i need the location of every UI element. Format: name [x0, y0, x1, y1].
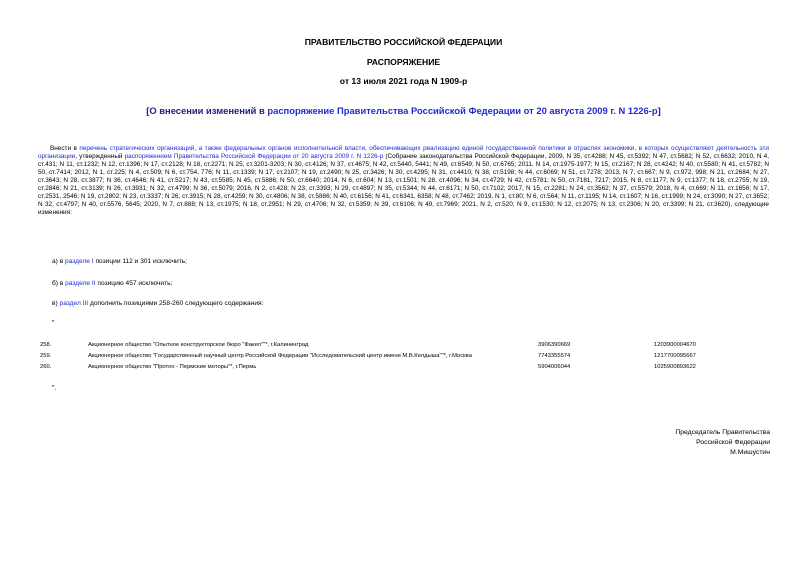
date-number-heading: от 13 июля 2021 года N 1909-р [339, 76, 468, 86]
doc-title [0, 105, 807, 116]
item-a-pre: а) в [52, 258, 66, 265]
intro-text-3: (Собрание законодательства Российской Федерации, 2009, N 35, ст.4288; N 45, ст.5392; N 47, ст.5682; N 52, ст.6632; 2010, N 4, ст.431; N 11, ст.1232; N 12, ст.1396; N 17, ст.2128; N 18, ст.2271; N 25, ст.3201-3203; N 30, ст.4126; N 37, ст.4675; N 42, ст.5440, 5441; N 49, ст.6549; N 50, ст.6765; 2011, N 14, ст.1975-1977; N 15, ст.2167; N 28, ст.4242; N 40, ст.5580; N 41, ст.5782; N 50, ст.7414; 2012, N 1, ст.225; N 4, ст.509; N 6, ст.754, 776; N 11, ст.1339; N 17, ст.2107; N 19, ст.2490; N 25, ст.3426; N 30, ст.4295; N 31, ст.4410; N 38, ст.5198; N 44, ст.6069; N 51, ст.7278; 2013, N 7, ст.667; N 9, ст.972, 998; N 21, ст.2684; N 27, ст.3643; N 28, ст.3877; N 36, ст.4646; N 41, ст.5217; N 43, ст.5585; N 45, ст.5886; N 50, ст.6640; 2014, N 6, ст.604; N 13, ст.1501; N 28, ст.4096; N 34, ст.4729; N 42, ст.5781; N 50, ст.7181, 7217; 2015, N 8, ст.1177; N 9, ст.1377; N 18, ст.2755; N 19, ст.2846; N 21, ст.3139; N 26, ст.3931; N 32, ст.4799; N 36, ст.5079; 2016, N 2, ст.428; N 23, ст.3393; N 29, ст.4897; N 35, ст.5344; N 44, ст.6171; N 50, ст.7102; 2017, N 15, ст.2281; N 24, ст.3562; N 37, ст.5579; 2018, N 4, ст.669; N 11, ст.1656; N 17, ст.2531, 2546; N 19, ст.2802; N 23, ст.3337; N 26, ст.3915; N 28, ст.4259; N 30, ст.4806; N 38, ст.5886; N 40, ст.6156; N 41, ст.6341, 6358; N 48, ст.7462; 2019, N 1, ст.80; N 6, ст.564; N 11, ст.1195; N 14, ст.1607; N 16, ст.1999; N 24, ст.3090; N 27, ст.3652; N 32, ст.4797; N 40, ст.5576, 5645; 2020, N 7, ст.888; N 13, ст.1975; N 18, ст.2951; N 29, ст.4706; N 32, ст.5359; N 39, ст.6106; N 49, ст.7969; 2021, N 2, ст.520; N 9, ст.1530; N 12, ст.2075; N 13, ст.2306; N 20, ст.3399; N 21, ст.3620), следующие изменения: [38, 153, 769, 217]
ogrn-cell: 1217700095667 [654, 353, 696, 359]
org-name: Акционерное общество "Государственный научный центр Российской Федерации "Исследовательский центр имени М.В.Келдыша""*, г.Москва [88, 353, 472, 359]
intro-link-order[interactable]: распоряжением Правительства Российской Федерации от 20 августа 2009 г. N 1226-р [124, 153, 384, 161]
ogrn-cell: 1025900893622 [654, 364, 696, 370]
inn-cell: 7743355574 [538, 353, 571, 359]
item-c-post: дополнить позициями 258-260 следующего содержания: [88, 300, 264, 307]
item-c [52, 300, 263, 307]
inn-cell: 3906390669 [538, 342, 571, 348]
org-name: Акционерное общество "Протон - Пермские моторы"*, г.Пермь [88, 364, 257, 370]
org-heading: ПРАВИТЕЛЬСТВО РОССИЙСКОЙ ФЕДЕРАЦИИ [304, 37, 503, 47]
item-b-link[interactable]: разделе II [65, 280, 96, 287]
intro-text-2: , утвержденный [75, 153, 125, 161]
item-c-pre: в) [52, 300, 60, 307]
item-b-pre: б) в [52, 280, 66, 287]
signature-block [675, 428, 770, 458]
row-number: 258. [40, 342, 52, 348]
intro-link-list[interactable]: перечень стратегических организаций, а также федеральных органов исполнительной власти, обеспечивающих реализацию единой государственной политики в отраслях экономики, в которых осуществляют деятельность эти организации [38, 145, 769, 161]
signature-organization: Российской Федерации [696, 439, 770, 446]
title-close: ] [657, 105, 661, 116]
item-a-post: позиции 112 и 301 исключить; [93, 258, 188, 265]
positions-table [40, 342, 770, 375]
signature-position: Председатель Правительства [675, 429, 770, 436]
item-b-post: позицию 457 исключить; [95, 280, 173, 287]
row-number: 259. [40, 353, 52, 359]
item-a-link[interactable]: разделе I [65, 258, 94, 265]
quote-close: ". [52, 385, 57, 392]
row-number: 260. [40, 364, 52, 370]
title-link[interactable]: распоряжение Правительства Российской Федерации от 20 августа 2009 г. N 1226-р [267, 105, 658, 116]
item-b [52, 280, 172, 287]
table-row [40, 342, 770, 353]
doc-type-heading: РАСПОРЯЖЕНИЕ [366, 57, 441, 67]
ogrn-cell: 1203900004670 [654, 342, 696, 348]
signature-name: М.Мишустин [730, 449, 770, 456]
intro-text-1: Внести в [50, 145, 80, 152]
quote-open: " [52, 320, 55, 327]
title-open: [О внесении изменений в [146, 105, 268, 116]
inn-cell: 5904006044 [538, 364, 571, 370]
org-name: Акционерное общество "Опытное конструкторское бюро "Факел""*, г.Калининград [88, 342, 309, 348]
table-row [40, 353, 770, 364]
intro-paragraph [38, 145, 769, 217]
item-c-link[interactable]: раздел III [59, 300, 89, 307]
table-row [40, 364, 770, 375]
item-a [52, 258, 187, 265]
